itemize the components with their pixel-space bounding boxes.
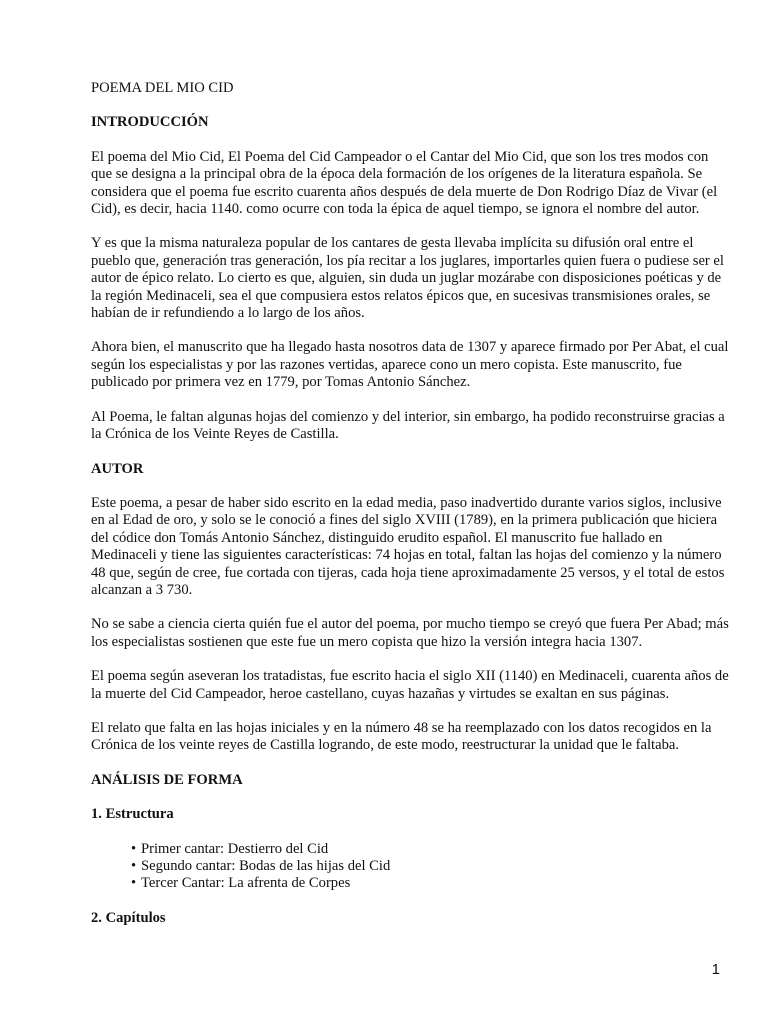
list-item-text: Tercer Cantar: La afrenta de Corpes [141, 875, 351, 892]
paragraph: Ahora bien, el manuscrito que ha llegado hasta nosotros data de 1307 y aparece firmado por Per Abat, el cual según los especialistas y por las razones vertidas, aparece cono un mero copista. Este manuscrito, fue publicado por primera vez en 1779, por Tomas Antonio Sánchez. [91, 339, 729, 391]
section-heading-autor: AUTOR [91, 460, 144, 477]
document-page [91, 80, 731, 944]
bullet-icon: • [131, 840, 137, 857]
page-number: 1 [711, 961, 720, 978]
list-item [131, 841, 731, 858]
paragraph: El poema según aseveran los tratadistas, fue escrito hacia el siglo XII (1140) en Medinaceli, cuarenta años de la muerte del Cid Campeador, heroe castellano, cuyas hazañas y virtudes se exaltan en sus páginas. [91, 668, 729, 702]
paragraph: El poema del Mio Cid, El Poema del Cid Campeador o el Cantar del Mio Cid, que son los tres modos con que se designa a la principal obra de la época dela formación de los orígenes de la literatura española. Se considera que el poema fue escrito cuarenta años después de dela muerte de Don Rodrigo Díaz de Vivar (el Cid), es decir, hacia 1140. como ocurre con toda la épica de aquel tiempo, se ignora el nombre del autor. [91, 148, 718, 218]
subsection-heading-estructura: 1. Estructura [91, 806, 174, 823]
estructura-list [91, 841, 731, 893]
paragraph: El relato que falta en las hojas iniciales y en la número 48 se ha reemplazado con los datos recogidos en la Crónica de los veinte reyes de Castilla logrando, de este modo, reestructurar la unidad que le faltaba. [91, 719, 712, 754]
paragraph: Al Poema, le faltan algunas hojas del comienzo y del interior, sin embargo, ha podido reconstruirse gracias a la Crónica de los Veinte Reyes de Castilla. [91, 408, 725, 443]
bullet-icon: • [131, 858, 137, 874]
paragraph: No se sabe a ciencia cierta quién fue el autor del poema, por mucho tiempo se creyó que fuera Per Abad; más los especialistas sostienen que este fue un mero copista que hizo la versión integra hacia 1307. [91, 616, 729, 650]
paragraph: Este poema, a pesar de haber sido escrito en la edad media, paso inadvertido durante varios siglos, inclusive en al Edad de oro, y solo se le conoció a fines del siglo XVIII (1789), en la primera publicación que hiciera del códice don Tomás Antonio Sánchez, distinguido erudito español. El manuscrito fue hallado en Medinaceli y tiene las siguientes características: 74 hojas en total, faltan las hojas del comienzo y la número 48 que, según de cree, fue cortada con tijeras, cada hoja tiene aproximadamente 25 versos, y el total de estos alcanzan a 3 730. [91, 494, 725, 598]
section-heading-introduccion: INTRODUCCIÓN [91, 114, 209, 131]
paragraph: Y es que la misma naturaleza popular de los cantares de gesta llevaba implícita su difusión oral entre el pueblo que, generación tras generación, los pía recitar a los juglares, importarles quien fuera o pudiese ser el autor de épico relato. Lo cierto es que, alguien, sin duda un juglar mozárabe con disposiciones poéticas y de la región Medinaceli, sea el que compusiera estos relatos épicos que, en sucesivas transmisiones orales, se habían de ir refundiendo a lo largo de los años. [91, 235, 724, 322]
document-title: POEMA DEL MIO CID [91, 80, 234, 96]
list-item-text: Segundo cantar: Bodas de las hijas del Cid [141, 858, 391, 874]
bullet-icon: • [131, 875, 137, 892]
list-item [131, 875, 731, 892]
subsection-heading-capitulos: 2. Capítulos [91, 909, 166, 926]
list-item [131, 858, 731, 875]
section-heading-analisis-de-forma: ANÁLISIS DE FORMA [91, 771, 243, 788]
list-item-text: Primer cantar: Destierro del Cid [141, 840, 329, 857]
